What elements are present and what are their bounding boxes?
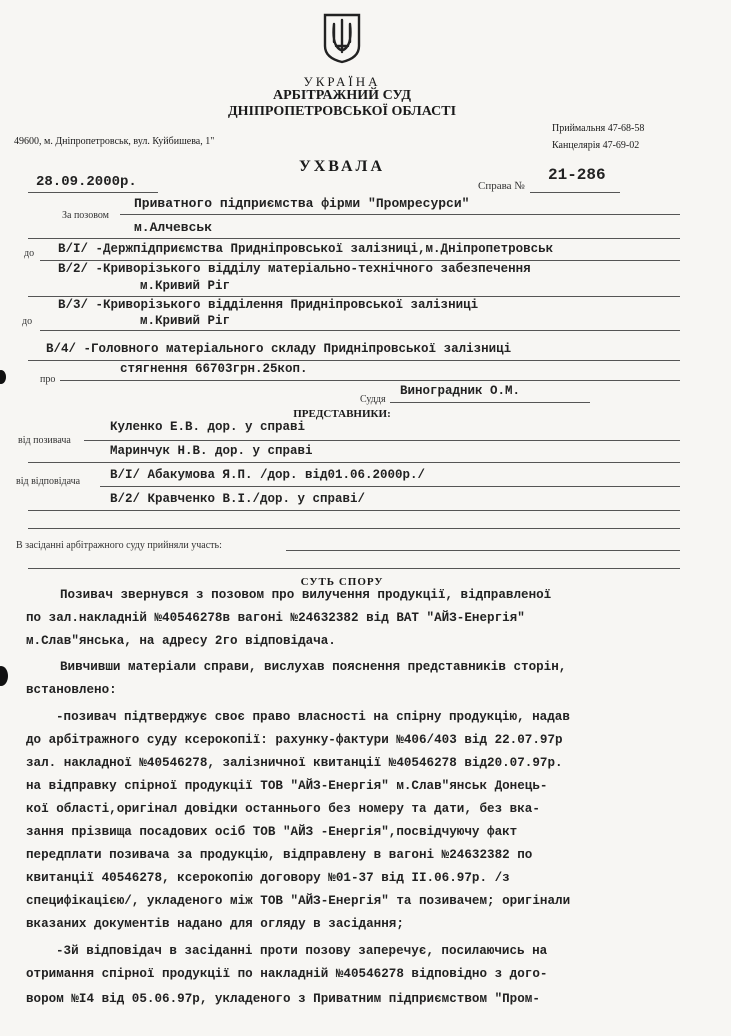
defendant-4: В/4/ -Головного матеріального складу Придніпровської залізниці	[46, 342, 512, 356]
claim-text: стягнення 66703грн.25коп.	[120, 362, 308, 376]
dispute-line: передплати позивача за продукцію, відправлену в вагоні №24632382 по	[26, 848, 533, 862]
defendant-rep-2: В/2/ Кравченко В.І./дор. у справі/	[110, 492, 366, 506]
punch-hole-mark	[0, 666, 8, 686]
defendant-2: В/2/ -Криворізького відділу матеріально-технічного забезпечення	[58, 262, 531, 276]
dispute-line: до арбітражного суду ксерокопії: рахунку-фактури №406/403 від 22.07.97р	[26, 733, 563, 747]
court-address: 49600, м. Дніпропетровськ, вул. Куйбишева, 1"	[14, 136, 215, 147]
dispute-line: кої області,оригінал довідки останнього без номеру та дати, без вка-	[26, 802, 540, 816]
document-date: 28.09.2000р.	[36, 174, 137, 190]
court-region: ДНІПРОПЕТРОВСЬКОЇ ОБЛАСТІ	[227, 104, 457, 119]
defendant-2-city: м.Кривий Ріг	[140, 279, 231, 293]
document-title: УХВАЛА	[299, 158, 385, 175]
dispute-line: вором №I4 від 05.06.97р, укладеного з Приватним підприємством "Пром-	[26, 992, 540, 1006]
plaintiff-city: м.Алчевськ	[134, 220, 213, 235]
defendant-3-city: м.Кривий Ріг	[140, 314, 231, 328]
dispute-line: отримання спірної продукції по накладній №40546278 відповідно з дого-	[26, 967, 548, 981]
case-number: 21-286	[548, 166, 606, 184]
dispute-line: по зал.накладній №40546278в вагоні №24632382 від ВАТ "АЙЗ-Енергія"	[26, 611, 525, 625]
dispute-line: квитанції 40546278, ксерокопію договору №01-37 від II.06.97р. /з	[26, 871, 510, 885]
plaintiff-name: Приватного підприємства фірми "Промресурси"	[134, 196, 470, 211]
plaintiff-label: За позовом	[62, 210, 109, 221]
dispute-line: вказаних документів надано для огляду в засідання;	[26, 917, 404, 931]
chancellery-phone: Канцелярія 47-69-02	[552, 140, 640, 151]
representatives-heading: ПРЕДСТАВНИКИ:	[293, 408, 391, 420]
judge-label: Суддя	[360, 394, 386, 405]
case-label: Справа №	[478, 180, 525, 192]
plaintiff-rep-2: Маринчук Н.В. дор. у справі	[110, 444, 313, 458]
reception-phone: Приймальня 47-68-58	[552, 123, 645, 134]
defendant-rep-label: від відповідача	[16, 476, 81, 487]
dispute-line: специфікацією/, укладеного між ТОВ "АЙЗ-Енергія" та позивачем; оригінали	[26, 894, 571, 908]
dispute-line: -позивач підтверджує своє право власності на спірну продукцію, надав	[56, 710, 570, 724]
dispute-line: на відправку спірної продукції ТОВ "АЙЗ-Енергія" м.Слав"янськ Донець-	[26, 779, 548, 793]
court-name: АРБІТРАЖНИЙ СУД	[272, 88, 411, 103]
participants-label: В засіданні арбітражного суду прийняли участь:	[16, 540, 222, 551]
defendant-rep-1: В/I/ Абакумова Я.П. /дор. від01.06.2000р./	[110, 468, 426, 482]
coat-of-arms-icon	[322, 12, 362, 64]
dispute-line: -3й відповідач в засіданні проти позову заперечує, посилаючись на	[56, 944, 548, 958]
about-label: про	[40, 374, 56, 385]
dispute-line: зання прізвища посадових осіб ТОВ "АЙЗ -Енергія",посвідчуючу факт	[26, 825, 518, 839]
dispute-line: встановлено:	[26, 683, 117, 697]
dispute-line: м.Слав"янська, на адресу 2го відповідача.	[26, 634, 336, 648]
defendant-3: В/3/ -Криворізького відділення Придніпровської залізниці	[58, 298, 479, 312]
dispute-line: Позивач звернувся з позовом про вилучення продукції, відправленої	[60, 588, 552, 602]
plaintiff-rep-label: від позивача	[18, 435, 71, 446]
punch-hole-mark	[0, 370, 6, 384]
country-name: УКРАЇНА	[303, 74, 381, 89]
dispute-line: Вивчивши матеріали справи, вислухав пояснення представників сторін,	[60, 660, 567, 674]
dispute-line: зал. накладної №40546278, залізничної квитанції №40546278 від20.07.97р.	[26, 756, 563, 770]
plaintiff-rep-1: Куленко Е.В. дор. у справі	[110, 420, 306, 434]
dispute-heading: СУТЬ СПОРУ	[300, 576, 384, 588]
judge-name: Виноградник О.М.	[400, 384, 521, 398]
defendant-1: В/I/ -Держпідприємства Придніпровської залізниці,м.Дніпропетровськ	[58, 242, 554, 256]
to-label-1: до	[24, 248, 35, 259]
to-label-2: до	[22, 316, 33, 327]
